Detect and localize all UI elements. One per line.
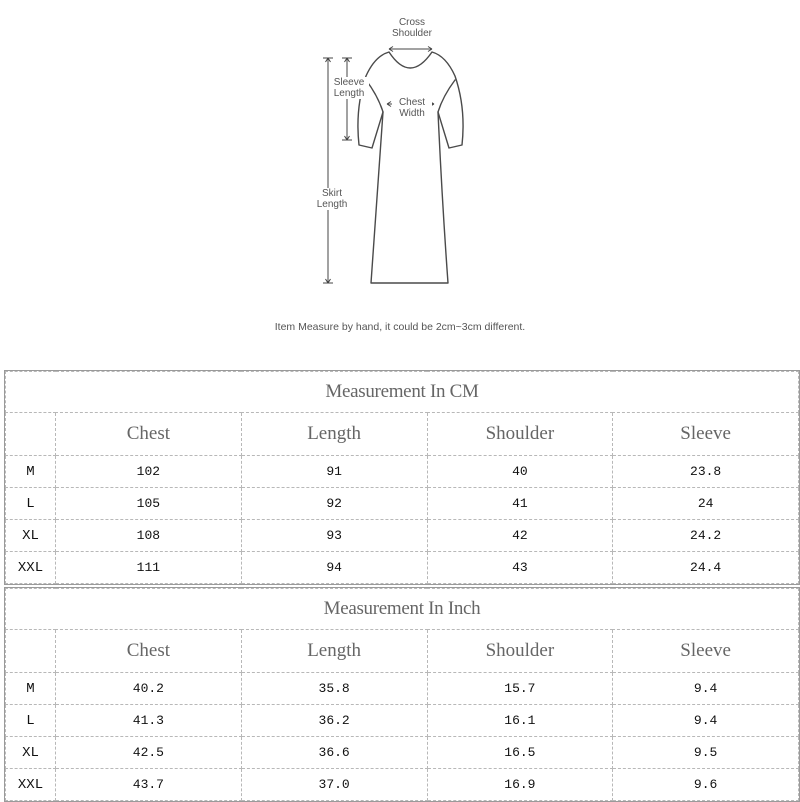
header-sleeve: Sleeve xyxy=(613,630,799,673)
table-cell: 94 xyxy=(241,552,427,584)
table-cell: 111 xyxy=(56,552,242,584)
dress-outline xyxy=(358,52,463,283)
header-length: Length xyxy=(241,630,427,673)
table-title: Measurement In CM xyxy=(6,372,799,413)
header-row xyxy=(6,630,799,673)
chest-width-label: Chest Width xyxy=(392,97,432,119)
size-cell: L xyxy=(6,488,56,520)
cm-size-table xyxy=(4,370,800,585)
table-row xyxy=(6,737,799,769)
sleeve-length-label: Sleeve Length xyxy=(329,77,369,99)
table-cell: 102 xyxy=(56,456,242,488)
header-row xyxy=(6,413,799,456)
cross-shoulder-label: Cross Shoulder xyxy=(386,17,438,39)
size-cell: M xyxy=(6,456,56,488)
header-shoulder: Shoulder xyxy=(427,413,613,456)
table-cell: 24.4 xyxy=(613,552,799,584)
table-cell: 93 xyxy=(241,520,427,552)
table-cell: 9.4 xyxy=(613,705,799,737)
table-cell: 92 xyxy=(241,488,427,520)
table-cell: 42 xyxy=(427,520,613,552)
size-cell: M xyxy=(6,673,56,705)
table-cell: 24.2 xyxy=(613,520,799,552)
table-title: Measurement In Inch xyxy=(6,589,799,630)
table-row xyxy=(6,520,799,552)
table-cell: 36.2 xyxy=(241,705,427,737)
inch-size-table xyxy=(4,587,800,802)
table-cell: 16.1 xyxy=(427,705,613,737)
table-cell: 42.5 xyxy=(56,737,242,769)
table-cell: 24 xyxy=(613,488,799,520)
skirt-length-label: Skirt Length xyxy=(312,188,352,210)
size-cell: L xyxy=(6,705,56,737)
table-cell: 16.5 xyxy=(427,737,613,769)
table-cell: 40.2 xyxy=(56,673,242,705)
table-row xyxy=(6,456,799,488)
sleeve-seam-right xyxy=(438,80,455,112)
size-cell: XL xyxy=(6,520,56,552)
table-cell: 91 xyxy=(241,456,427,488)
table-cell: 35.8 xyxy=(241,673,427,705)
table-cell: 105 xyxy=(56,488,242,520)
table-cell: 9.6 xyxy=(613,769,799,801)
table-row xyxy=(6,488,799,520)
table-cell: 108 xyxy=(56,520,242,552)
table-cell: 9.4 xyxy=(613,673,799,705)
table-cell: 43.7 xyxy=(56,769,242,801)
table-cell: 41 xyxy=(427,488,613,520)
table-cell: 43 xyxy=(427,552,613,584)
measure-note: Item Measure by hand, it could be 2cm~3cm different. xyxy=(274,321,526,333)
table-cell: 9.5 xyxy=(613,737,799,769)
table-cell: 15.7 xyxy=(427,673,613,705)
table-cell: 23.8 xyxy=(613,456,799,488)
table-row xyxy=(6,705,799,737)
table-cell: 37.0 xyxy=(241,769,427,801)
header-shoulder: Shoulder xyxy=(427,630,613,673)
header-chest: Chest xyxy=(56,630,242,673)
size-cell: XL xyxy=(6,737,56,769)
table-row xyxy=(6,769,799,801)
table-row xyxy=(6,552,799,584)
header-cell xyxy=(6,413,56,456)
header-sleeve: Sleeve xyxy=(613,413,799,456)
header-chest: Chest xyxy=(56,413,242,456)
table-cell: 41.3 xyxy=(56,705,242,737)
dress-measurement-diagram xyxy=(0,0,800,350)
table-cell: 40 xyxy=(427,456,613,488)
table-row xyxy=(6,673,799,705)
table-cell: 36.6 xyxy=(241,737,427,769)
table-cell: 16.9 xyxy=(427,769,613,801)
size-cell: XXL xyxy=(6,769,56,801)
header-length: Length xyxy=(241,413,427,456)
size-cell: XXL xyxy=(6,552,56,584)
header-cell xyxy=(6,630,56,673)
